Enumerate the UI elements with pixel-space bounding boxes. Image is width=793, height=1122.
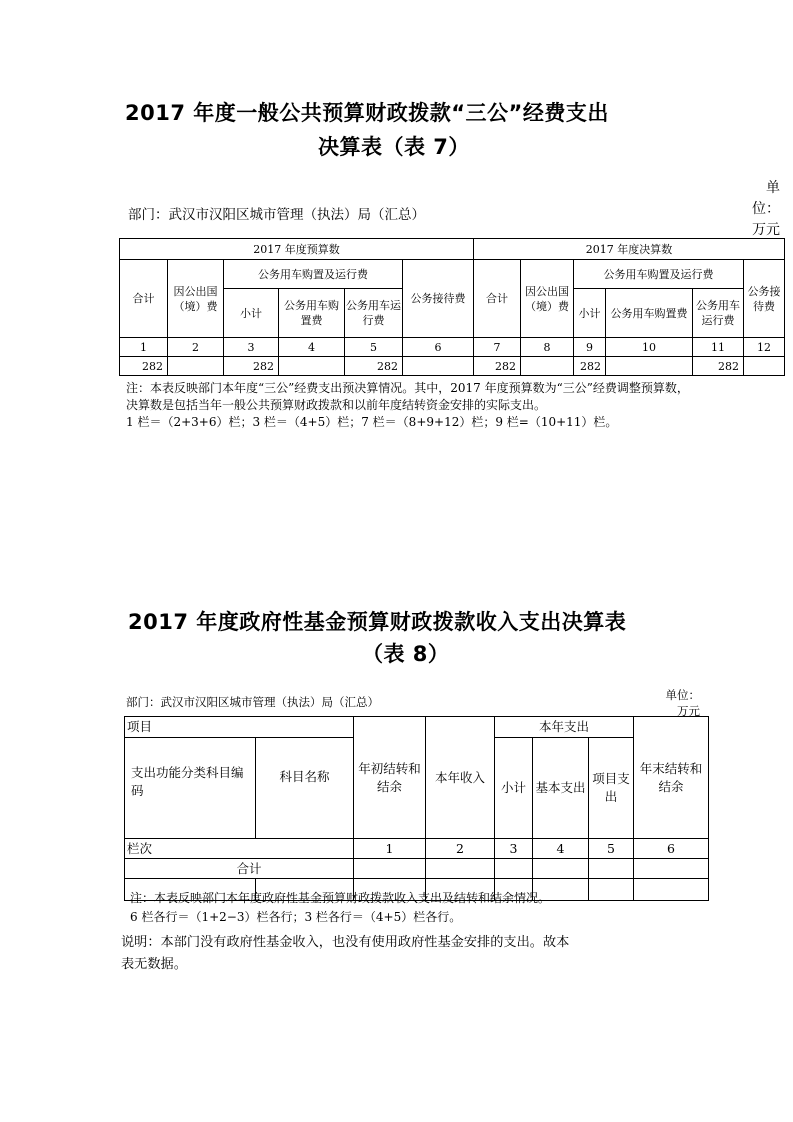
column-number: 10 xyxy=(606,338,693,357)
header-item: 项目 xyxy=(125,717,354,738)
header-budget: 2017 年度预算数 xyxy=(120,239,474,260)
value-cell xyxy=(606,357,693,376)
column-label: 栏次 xyxy=(125,839,354,859)
column-number: 6 xyxy=(634,839,709,859)
value-cell xyxy=(426,859,495,879)
header-income: 本年收入 xyxy=(426,717,495,839)
table7-note-line1: 注：本表反映部门本年度“三公”经费支出预决算情况。其中，2017 年度预算数为“三公”经费调整预算数， xyxy=(126,381,689,395)
value-cell xyxy=(279,357,345,376)
value-cell: 282 xyxy=(574,357,606,376)
col-vehicle-final: 公务用车购置及运行费 xyxy=(574,260,744,289)
table8 xyxy=(124,716,709,901)
table7-title-line1: 2017 年度一般公共预算财政拨款“三公”经费支出 xyxy=(125,101,609,125)
header-basic: 基本支出 xyxy=(533,738,589,839)
header-subject-name: 科目名称 xyxy=(256,738,354,839)
col-reception-final: 公务接待费 xyxy=(744,260,785,338)
col-vehicle-purchase-final: 公务用车购置费 xyxy=(606,289,693,338)
value-cell xyxy=(634,859,709,879)
total-row xyxy=(125,859,709,879)
value-cell xyxy=(168,357,224,376)
empty-cell xyxy=(589,879,634,901)
column-number: 1 xyxy=(354,839,426,859)
col-vehicle-operation-final: 公务用车运行费 xyxy=(693,289,744,338)
col-total-budget: 合计 xyxy=(120,260,168,338)
table7 xyxy=(119,238,785,376)
value-cell: 282 xyxy=(120,357,168,376)
value-cell: 282 xyxy=(224,357,279,376)
table7-note xyxy=(126,380,689,431)
col-subtotal-budget: 小计 xyxy=(224,289,279,338)
column-number: 2 xyxy=(168,338,224,357)
header-func-code: 支出功能分类科目编码 xyxy=(125,738,256,839)
value-row xyxy=(120,357,785,376)
column-number: 4 xyxy=(279,338,345,357)
column-number: 5 xyxy=(589,839,634,859)
col-abroad-budget: 因公出国（境）费 xyxy=(168,260,224,338)
table7-unit-line2: 位： xyxy=(752,201,780,217)
table8-note-line2: 6 栏各行＝（1+2−3）栏各行；3 栏各行＝（4+5）栏各行。 xyxy=(130,910,462,924)
table8-note xyxy=(130,889,550,927)
table7-unit-line3: 万元 xyxy=(752,222,780,238)
column-number: 2 xyxy=(426,839,495,859)
column-number: 3 xyxy=(224,338,279,357)
col-reception-budget: 公务接待费 xyxy=(403,260,474,338)
table8-unit-line2: 万元 xyxy=(677,704,700,718)
column-number: 4 xyxy=(533,839,589,859)
value-cell: 282 xyxy=(474,357,521,376)
header-expenditure: 本年支出 xyxy=(495,717,634,738)
col-abroad-final: 因公出国（境）费 xyxy=(521,260,574,338)
table8-title-line1: 2017 年度政府性基金预算财政拨款收入支出决算表 xyxy=(128,610,627,634)
column-number: 3 xyxy=(495,839,533,859)
column-number-row xyxy=(120,338,785,357)
column-number: 5 xyxy=(345,338,403,357)
total-label: 合计 xyxy=(125,859,354,879)
table8-unit-line1: 单位： xyxy=(665,688,700,702)
table7-unit xyxy=(730,178,780,241)
header-subtotal: 小计 xyxy=(495,738,533,839)
column-number: 11 xyxy=(693,338,744,357)
value-cell: 282 xyxy=(693,357,744,376)
table7-unit-line1: 单 xyxy=(766,180,780,196)
explanation-line2: 表无数据。 xyxy=(121,957,187,972)
value-cell: 282 xyxy=(345,357,403,376)
table7-note-line2: 决算数是包括当年一般公共预算财政拨款和以前年度结转资金安排的实际支出。 xyxy=(126,398,547,412)
col-subtotal-final: 小计 xyxy=(574,289,606,338)
table8-title-line2: （表 8） xyxy=(362,642,450,666)
column-number-row xyxy=(125,839,709,859)
table8-department: 部门：武汉市汉阳区城市管理（执法）局（汇总） xyxy=(126,695,379,709)
header-closing-balance: 年末结转和结余 xyxy=(634,717,709,839)
table7-title-line2: 决算表（表 7） xyxy=(318,135,470,159)
table8-explanation xyxy=(121,932,569,976)
table7-department: 部门：武汉市汉阳区城市管理（执法）局（汇总） xyxy=(128,207,425,223)
explanation-line1: 说明：本部门没有政府性基金收入，也没有使用政府性基金安排的支出。故本 xyxy=(121,935,570,950)
table8-note-line1: 注：本表反映部门本年度政府性基金预算财政拨款收入支出及结转和结余情况。 xyxy=(130,891,551,905)
col-vehicle-purchase-budget: 公务用车购置费 xyxy=(279,289,345,338)
column-number: 9 xyxy=(574,338,606,357)
column-number: 7 xyxy=(474,338,521,357)
header-final: 2017 年度决算数 xyxy=(474,239,785,260)
column-number: 8 xyxy=(521,338,574,357)
value-cell xyxy=(521,357,574,376)
value-cell xyxy=(589,859,634,879)
col-total-final: 合计 xyxy=(474,260,521,338)
table8-unit xyxy=(640,687,700,719)
column-number: 1 xyxy=(120,338,168,357)
column-number: 6 xyxy=(403,338,474,357)
column-number: 12 xyxy=(744,338,785,357)
empty-cell xyxy=(634,879,709,901)
value-cell xyxy=(403,357,474,376)
value-cell xyxy=(744,357,785,376)
value-cell xyxy=(533,859,589,879)
value-cell xyxy=(495,859,533,879)
header-opening-balance: 年初结转和结余 xyxy=(354,717,426,839)
value-cell xyxy=(354,859,426,879)
table7-note-line3: 1 栏＝（2+3+6）栏；3 栏＝（4+5）栏；7 栏＝（8+9+12）栏；9 栏=（10+11）栏。 xyxy=(126,415,618,429)
col-vehicle-operation-budget: 公务用车运行费 xyxy=(345,289,403,338)
header-project: 项目支出 xyxy=(589,738,634,839)
col-vehicle-budget: 公务用车购置及运行费 xyxy=(224,260,403,289)
